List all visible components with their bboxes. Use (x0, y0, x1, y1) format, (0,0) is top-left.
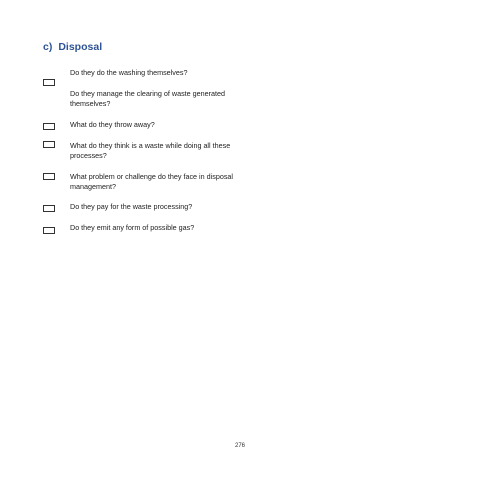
question-clearing-waste: Do they manage the clearing of waste generated themselves? (70, 89, 226, 108)
checkbox-emit-gas[interactable] (43, 227, 55, 234)
checkbox-throw-away[interactable] (43, 123, 55, 130)
question-washing: Do they do the washing themselves? (70, 68, 188, 77)
question-think-waste: What do they think is a waste while doing all these processes? (70, 141, 231, 160)
section-heading (43, 41, 102, 53)
question-throw-away: What do they throw away? (70, 120, 155, 129)
section-prefix: c) (43, 41, 53, 53)
checkbox-pay-processing[interactable] (43, 205, 55, 212)
section-title: Disposal (58, 41, 103, 53)
question-pay-processing: Do they pay for the waste processing? (70, 202, 193, 211)
question-emit-gas: Do they emit any form of possible gas? (70, 223, 195, 232)
question-disposal-challenge: What problem or challenge do they face in disposal management? (70, 172, 234, 191)
checkbox-disposal-challenge[interactable] (43, 173, 55, 180)
page-number: 276 (234, 443, 245, 449)
checkbox-washing[interactable] (43, 79, 55, 86)
checkbox-think-waste[interactable] (43, 141, 55, 148)
